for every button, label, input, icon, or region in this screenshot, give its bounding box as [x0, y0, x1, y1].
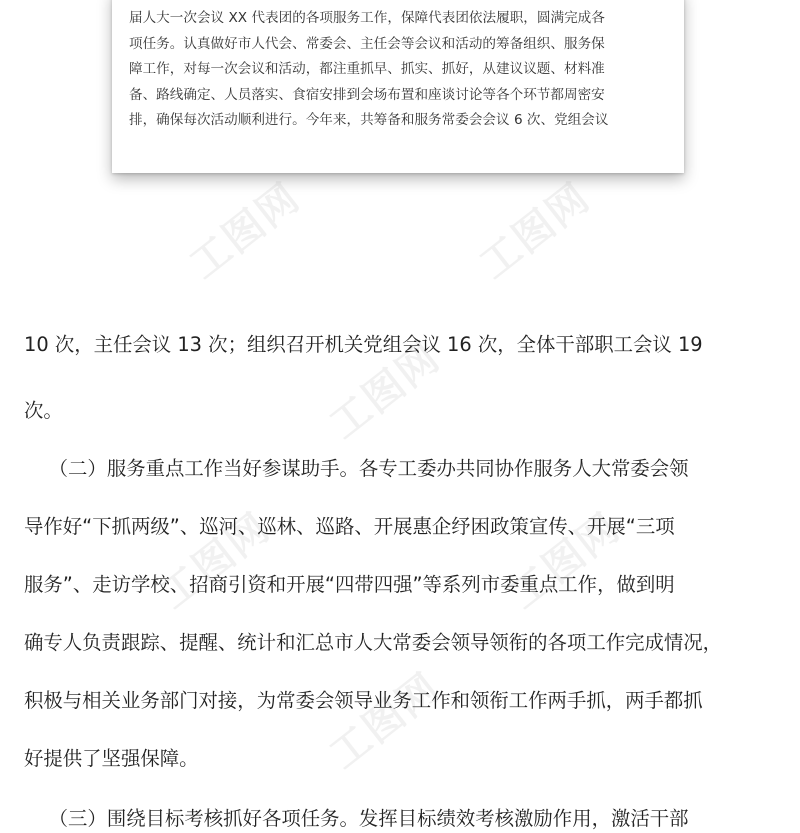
preview-line: 障工作，对每一次会议和活动，都注重抓早、抓实、抓好，从建议议题、材料准	[129, 61, 605, 78]
watermark: 工图网	[151, 504, 279, 619]
paragraph-line: 好提供了坚强保障。	[24, 747, 199, 770]
paragraph-line: 导作好“下抓两级”、巡河、巡林、巡路、开展惠企纾困政策宣传、开展“三项	[24, 515, 675, 538]
watermark: 工图网	[321, 664, 449, 779]
preview-line: 届人大一次会议 XX 代表团的各项服务工作，保障代表团依法履职，圆满完成各	[129, 10, 605, 26]
paragraph-line: 服务”、走访学校、招商引资和开展“四带四强”等系列市委重点工作，做到明	[24, 573, 675, 596]
watermark: 工图网	[181, 174, 309, 289]
paragraph-line: （三）围绕目标考核抓好各项任务。发挥目标绩效考核激励作用，激活干部	[24, 807, 689, 830]
preview-line: 排，确保每次活动顺利进行。今年来，共筹备和服务常委会会议 6 次、党组会议	[129, 112, 609, 129]
paragraph-line: 积极与相关业务部门对接，为常委会领导业务工作和领衔工作两手抓，两手都抓	[24, 689, 703, 712]
paragraph-line: （二）服务重点工作当好参谋助手。各专工委办共同协作服务人大常委会领	[24, 457, 689, 480]
watermark: 工图网	[471, 174, 599, 289]
preview-line: 备、路线确定、人员落实、食宿安排到会场布置和座谈讨论等各个环节都周密安	[129, 86, 605, 103]
paragraph-line: 确专人负责跟踪、提醒、统计和汇总市人大常委会领导领衔的各项工作完成情况，	[24, 631, 723, 654]
watermark: 工图网	[321, 334, 449, 449]
watermark: 工图网	[501, 504, 629, 619]
preview-line: 项任务。认真做好市人代会、常委会、主任会等会议和活动的筹备组织、服务保	[129, 35, 605, 52]
paragraph-line: 10 次，主任会议 13 次；组织召开机关党组会议 16 次，全体干部职工会议 19	[24, 333, 703, 356]
preview-text-block	[129, 6, 669, 134]
paragraph-line: 次。	[24, 399, 63, 422]
document-preview-card	[112, 0, 684, 173]
